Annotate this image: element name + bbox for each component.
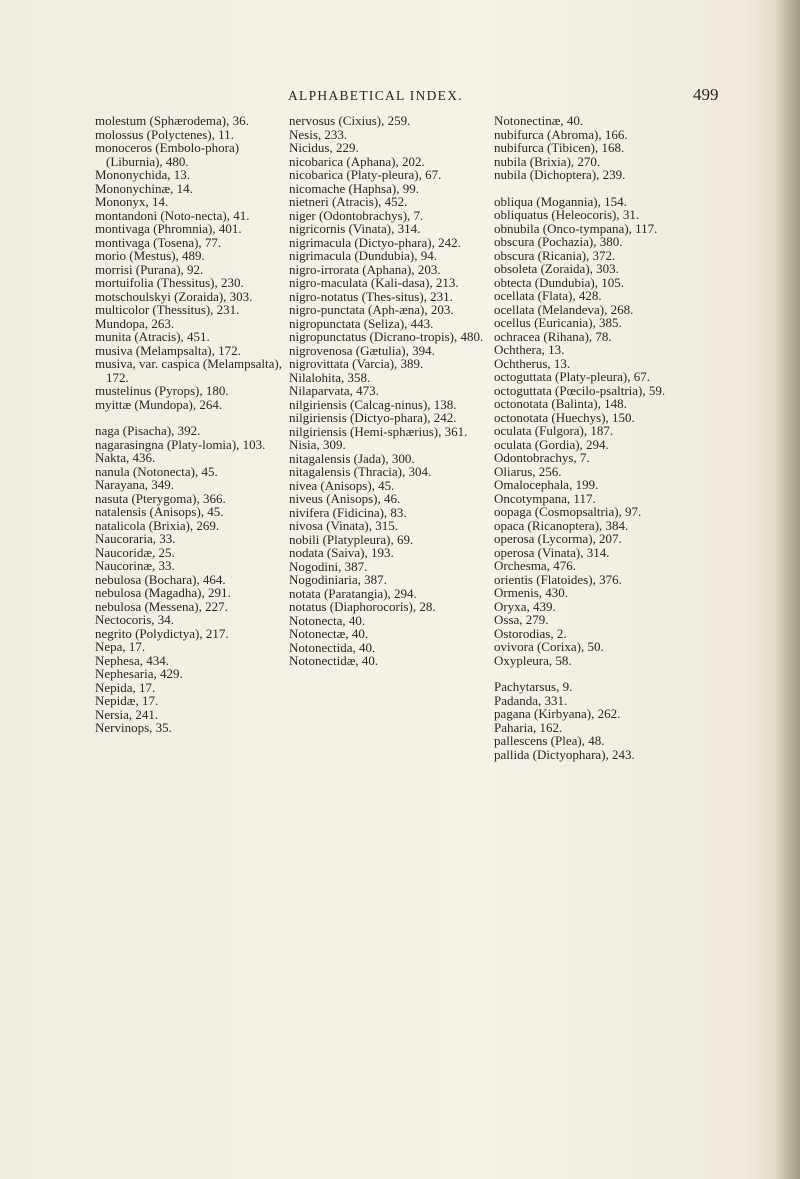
index-entry: Orchesma, 476. xyxy=(494,558,576,573)
index-entry: obsoleta (Zoraida), 303. xyxy=(494,261,619,276)
index-entry: ocellus (Euricania), 385. xyxy=(494,315,622,330)
index-entry: Ormenis, 430. xyxy=(494,585,569,600)
index-entry: octonotata (Balinta), 148. xyxy=(494,396,627,411)
index-entry: nilgiriensis (Dictyo-phara), 242. xyxy=(289,410,457,425)
index-entry: Narayana, 349. xyxy=(95,477,175,492)
index-entry: nigrovenosa (Gætulia), 394. xyxy=(289,342,435,358)
index-entry: musiva (Melampsalta), 172. xyxy=(95,342,241,358)
index-entry: monoceros (Embolo-phora) (Liburnia), 480. xyxy=(95,140,240,169)
index-entry: nigropunctatus (Dicrano-tropis), 480. xyxy=(289,329,484,344)
index-entry: natalicola (Brixia), 269. xyxy=(95,517,220,533)
section-gap xyxy=(494,182,694,195)
page-number: 499 xyxy=(693,85,719,104)
index-entry: oopaga (Cosmopsaltria), 97. xyxy=(494,504,642,519)
index-entry: nivea (Anisops), 45. xyxy=(289,477,395,493)
index-entry: Nervinops, 35. xyxy=(95,720,172,735)
index-entry: nitagalensis (Thracia), 304. xyxy=(289,464,432,479)
index-entry: natalensis (Anisops), 45. xyxy=(95,504,224,519)
index-entry: montivaga (Tosena), 77. xyxy=(95,234,222,250)
index-entry: Nersia, 241. xyxy=(95,706,159,722)
index-entry: motschoulskyi (Zoraida), 303. xyxy=(95,288,253,304)
index-entry: mortuifolia (Thessitus), 230. xyxy=(95,275,244,290)
index-entry: obliquatus (Heleocoris), 31. xyxy=(494,207,640,222)
index-entry: ovivora (Corixa), 50. xyxy=(494,639,604,654)
page-edge-shadow xyxy=(774,0,800,1179)
index-entry: obliqua (Mogannia), 154. xyxy=(494,193,627,209)
index-entry: octoguttata (Platy-pleura), 67. xyxy=(494,369,650,384)
index-entry: Naucoraria, 33. xyxy=(95,531,176,546)
index-entry: notata (Paratangia), 294. xyxy=(289,585,417,601)
index-entry: ocellata (Melandeva), 268. xyxy=(494,301,634,317)
index-entry: Ochthera, 13. xyxy=(494,342,565,357)
index-entry: nebulosa (Messena), 227. xyxy=(95,598,228,614)
index-entry: nagarasingna (Platy-lomia), 103. xyxy=(95,436,266,452)
index-entry: mustelinus (Pyrops), 180. xyxy=(95,383,229,398)
index-entry: nubifurca (Tibicen), 168. xyxy=(494,140,625,155)
index-entry: Oncotympana, 117. xyxy=(494,490,596,506)
index-entry: ochracea (Rihana), 78. xyxy=(494,328,612,344)
index-entry: Notonecta, 40. xyxy=(289,612,366,628)
index-entry: nervosus (Cixius), 259. xyxy=(289,113,411,128)
index-entry: Nilaparvata, 473. xyxy=(289,383,379,398)
index-entry: nivifera (Fidicina), 83. xyxy=(289,504,407,520)
index-entry: nigro-notatus (Thes-situs), 231. xyxy=(289,288,453,304)
index-entry: obscura (Ricania), 372. xyxy=(494,247,616,263)
index-entry: nivosa (Vinata), 315. xyxy=(289,518,398,533)
index-entry: Pachytarsus, 9. xyxy=(494,679,573,694)
index-entry: Mononyx, 14. xyxy=(95,194,169,209)
index-entry: multicolor (Thessitus), 231. xyxy=(95,302,240,317)
index-entry: morio (Mestus), 489. xyxy=(95,248,205,263)
index-entry: nigro-irrorata (Aphana), 203. xyxy=(289,261,441,277)
index-entry: nebulosa (Magadha), 291. xyxy=(95,585,231,600)
index-entry: Notonectida, 40. xyxy=(289,639,376,655)
index-entry: Nephesaria, 429. xyxy=(95,666,183,681)
index-entry: obscura (Pochazia), 380. xyxy=(494,234,623,249)
index-entry: obtecta (Dundubia), 105. xyxy=(494,274,624,290)
index-entry: opaca (Ricanoptera), 384. xyxy=(494,517,629,533)
index-entry: negrito (Polydictya), 217. xyxy=(95,625,229,641)
index-entry: Nisia, 309. xyxy=(289,437,346,452)
index-entry: pallida (Dictyophara), 243. xyxy=(494,746,635,762)
index-entry: Nepida, 17. xyxy=(95,679,156,695)
index-entry: Oxypleura, 58. xyxy=(494,652,572,668)
index-entry: octonotata (Huechys), 150. xyxy=(494,409,635,425)
index-entry: niveus (Anisops), 46. xyxy=(289,491,401,506)
index-entry: Notonectæ, 40. xyxy=(289,626,369,641)
index-entry: Oryxa, 439. xyxy=(494,598,556,614)
index-entry: Padanda, 331. xyxy=(494,692,568,708)
index-entry: Nakta, 436. xyxy=(95,450,156,465)
index-entry: ocellata (Flata), 428. xyxy=(494,288,602,303)
index-entry: Notonectidæ, 40. xyxy=(289,653,379,668)
index-entry: myittæ (Mundopa), 264. xyxy=(95,396,223,412)
index-entry: nanula (Notonecta), 45. xyxy=(95,463,218,479)
index-entry: nigrovittata (Varcia), 389. xyxy=(289,356,424,371)
index-entry: nigrimacula (Dundubia), 94. xyxy=(289,248,438,263)
index-entry: Ochtherus, 13. xyxy=(494,355,571,371)
index-entry: nicobarica (Aphana), 202. xyxy=(289,153,425,169)
index-entry: nubila (Dichoptera), 239. xyxy=(494,167,626,182)
index-entry: Mononychinæ, 14. xyxy=(95,180,193,196)
index-entry: nigricornis (Vinata), 314. xyxy=(289,221,421,236)
index-entry: nigrimacula (Dictyo-phara), 242. xyxy=(289,234,461,250)
index-entry: obnubila (Onco-tympana), 117. xyxy=(494,220,658,236)
index-entry: montivaga (Phromnia), 401. xyxy=(95,221,242,236)
index-entry: nubifurca (Abroma), 166. xyxy=(494,126,628,142)
index-entry: Nephesa, 434. xyxy=(95,652,170,668)
index-entry: nigropunctata (Seliza), 443. xyxy=(289,315,434,331)
index-entry: nitagalensis (Jada), 300. xyxy=(289,450,415,466)
index-entry: Paharia, 162. xyxy=(494,719,563,735)
index-entry: niger (Odontobrachys), 7. xyxy=(289,207,424,223)
index-entry: nigro-punctata (Aph-æna), 203. xyxy=(289,302,454,317)
index-entry: nigro-maculata (Kali-dasa), 213. xyxy=(289,275,459,290)
index-entry: molestum (Sphærodema), 36. xyxy=(95,113,249,128)
index-column-1 xyxy=(95,114,285,735)
index-entry: morrisi (Purana), 92. xyxy=(95,261,204,277)
index-entry: Naucoridæ, 25. xyxy=(95,544,175,560)
index-entry: Nectocoris, 34. xyxy=(95,612,175,627)
index-entry: pagana (Kirbyana), 262. xyxy=(494,706,621,721)
index-entry: Mundopa, 263. xyxy=(95,315,175,331)
index-entry: nicomache (Haphsa), 99. xyxy=(289,180,419,196)
index-entry: Nesis, 233. xyxy=(289,126,348,142)
index-entry: nodata (Saiva), 193. xyxy=(289,545,394,560)
index-entry: Naucorinæ, 33. xyxy=(95,558,175,573)
index-entry: oculata (Gordia), 294. xyxy=(494,436,609,452)
index-entry: Notonectinæ, 40. xyxy=(494,113,584,128)
index-entry: Ossa, 279. xyxy=(494,612,549,627)
running-header: ALPHABETICAL INDEX. xyxy=(288,88,463,103)
index-entry: Mononychida, 13. xyxy=(95,167,190,182)
index-entry: nubila (Brixia), 270. xyxy=(494,153,601,169)
index-entry: Nilalohita, 358. xyxy=(289,369,371,385)
index-entry: nicobarica (Platy-pleura), 67. xyxy=(289,167,442,182)
index-entry: pallescens (Plea), 48. xyxy=(494,733,605,748)
index-entry: Odontobrachys, 7. xyxy=(494,450,590,465)
index-column-2 xyxy=(289,114,489,668)
index-entry: Ostorodias, 2. xyxy=(494,625,567,641)
index-entry: musiva, var. caspica (Melampsalta), 172. xyxy=(95,356,282,385)
index-entry: Nicidus, 229. xyxy=(289,140,359,155)
index-entry: Oliarus, 256. xyxy=(494,463,562,479)
index-entry: orientis (Flatoides), 376. xyxy=(494,571,622,587)
index-entry: Nogodini, 387. xyxy=(289,558,368,574)
index-entry: molossus (Polyctenes), 11. xyxy=(95,126,234,142)
index-entry: Omalocephala, 199. xyxy=(494,477,599,492)
index-entry: octoguttata (Pœcilo-psaltria), 59. xyxy=(494,382,666,398)
index-entry: nietneri (Atracis), 452. xyxy=(289,194,408,209)
index-entry: nebulosa (Bochara), 464. xyxy=(95,571,226,587)
index-entry: operosa (Lycorma), 207. xyxy=(494,531,622,546)
index-entry: Nepa, 17. xyxy=(95,639,146,654)
index-entry: nilgiriensis (Calcag-ninus), 138. xyxy=(289,396,457,412)
index-entry: naga (Pisacha), 392. xyxy=(95,423,201,438)
index-entry: oculata (Fulgora), 187. xyxy=(494,423,614,438)
index-entry: montandoni (Noto-necta), 41. xyxy=(95,207,250,223)
index-entry: Nogodiniaria, 387. xyxy=(289,572,387,587)
index-entry: nilgiriensis (Hemi-sphærius), 361. xyxy=(289,423,468,439)
index-entry: nobili (Platypleura), 69. xyxy=(289,531,414,547)
index-entry: notatus (Diaphorocoris), 28. xyxy=(289,599,436,614)
index-entry: munita (Atracis), 451. xyxy=(95,329,210,344)
index-entry: Nepidæ, 17. xyxy=(95,693,159,708)
index-entry: nasuta (Pterygoma), 366. xyxy=(95,490,226,506)
index-entry: operosa (Vinata), 314. xyxy=(494,544,610,560)
index-column-3 xyxy=(494,114,694,761)
